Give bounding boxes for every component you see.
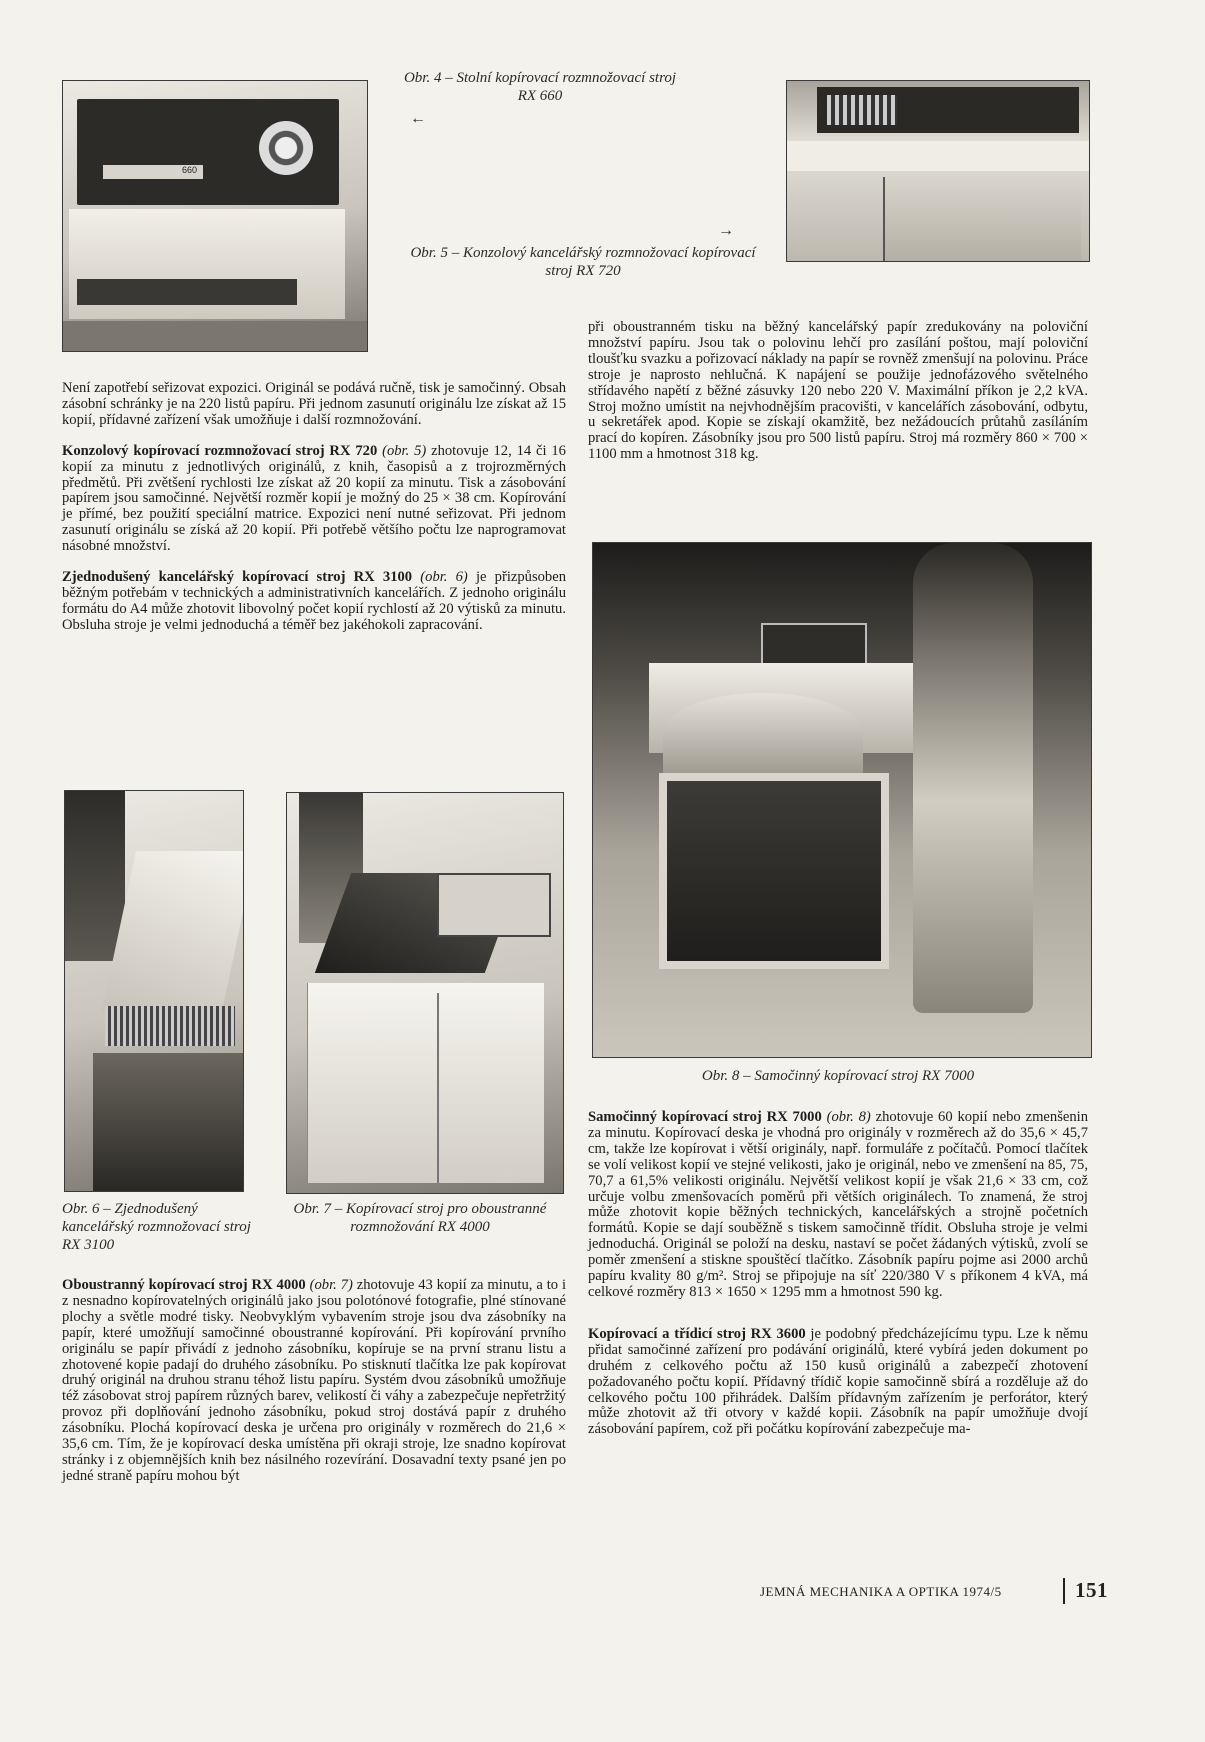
- photo-rx-3100: [64, 790, 244, 1192]
- machine-dial: [259, 121, 313, 175]
- fig5-arrow: →: [718, 222, 734, 239]
- left-column-lower: [62, 1278, 566, 1485]
- photo-rx-660: [62, 80, 368, 352]
- machine-control-panel: [437, 873, 551, 937]
- body-rx7000: zhotovuje 60 kopií nebo zmenšenin za minutu. Kopírovací deska je vhodná pro originály v rozměrech až do 35,6 × 45,7 cm, takže lze kopírovat i větší originály, např. formuláře z počítačů. Pomocí tlačítek se volí velikost kopií ve stejné velikosti, jako je originál, nebo ve zmenšení na 85, 75, 70,7 a 61,5% velikosti originálu. Největší velikost kopií je však 21,6 × 33 cm, což určuje volbu zmenšovacích poměrů při větších originálech. To znamená, že stroj může zhotovit kopie běžných technických, kancelářských a strojně početních formátů. Kopie se dají souběžně s tiskem samočinně třídit. Obsluha stroje je velmi jednoduchá. Originál se položí na desku, nastaví se počet žádaných výtisků, zvolí se poměr zmenšení a stiskne spouštěcí tlačítko. Zásobník papíru pojme asi 2000 archů papíru kvality 80 g/m². Stroj se připojuje na síť 220/380 V s příkonem 4 kVA, má celkové rozměry 813 × 1650 × 1295 mm a hmotnost 590 kg.: [588, 1109, 1088, 1300]
- machine-badge: 660: [103, 165, 203, 179]
- fig5-caption: Obr. 5 – Konzolový kancelářský rozmnožovací kopírovací stroj RX 720: [410, 245, 756, 279]
- photo-rx-720: [786, 80, 1090, 262]
- paragraph-rx3100: [62, 570, 566, 634]
- photo-rx-7000: [592, 542, 1092, 1058]
- body-rx720: zhotovuje 12, 14 či 16 kopií za minutu z jednotlivých originálů, z knih, časopisů a z trojrozměrných předmětů. Při zvětšení rychlosti lze získat až 20 kopií za minutu. Tisk a zásobování papírem jsou samočinné. Největší rozměr kopií je možný do 25 × 38 cm. Kopírování je přímé, bez použití speciální matrice. Expozici není nutné seřizovat. Při jednom zasunutí originálu se získá až 20 kopií. Při potřebě většího počtu lze naprogramovat násobné množství.: [62, 442, 566, 555]
- operator-figure: [65, 791, 125, 961]
- machine-slot: [77, 279, 297, 305]
- paragraph-rx660-cont: Není zapotřebí seřizovat expozici. Originál se podává ručně, tisk je samočinný. Obsah zásobní schránky je na 220 listů papíru. Při jednom zasunutí originálu lze získat až 15 kopií, přídavné zařízení však umožňuje i další rozmnožování.: [62, 380, 566, 428]
- paragraph-rx4000-cont: při oboustranném tisku na běžný kancelářský papír zredukovány na poloviční množství papíru. Jsou tak o polovinu lehčí pro zasílání poštou, mají poloviční tloušťku svazku a pořizovací náklady na papír se rovněž zmenšují na polovinu. Práce stroje je naprosto nehlučná. K napájení se použije jednofázového světelného střídavého napětí z běžné zásuvky 120 nebo 220 V. Maximální příkon je 2,2 kVA. Stroj možno umístit na nejvhodnějším pracovišti, v kancelářích zásobování, odbytu, u sekretářek apod. Kopie se získají okamžitě, bez nežádoucích průtahů zasíláním prací do kopíren. Zásobníky jsou pro 500 listů papíru. Stroj má rozměry 860 × 700 × 1100 mm a hmotnost 318 kg.: [588, 319, 1088, 463]
- right-column-lower: [588, 1110, 1088, 1438]
- ref-obr7: (obr. 7): [309, 1277, 353, 1293]
- fig4-caption: Obr. 4 – Stolní kopírovací rozmnožovací stroj RX 660: [403, 70, 677, 104]
- ref-obr8: (obr. 8): [826, 1109, 871, 1125]
- footer-divider: [1063, 1578, 1065, 1604]
- page-number: 151: [1075, 1578, 1108, 1602]
- body-rx3100: je přizpůsoben běžným potřebám v technických a administrativních kancelářích. Z jednoho originálu formátu do A4 může zhotovit libovolný počet kopií rychlostí až 20 výtisků za minutu. Obsluha stroje je velmi jednoduchá a téměř bez jakéhokoli zapracování.: [62, 569, 567, 633]
- paragraph-rx3600: [588, 1327, 1088, 1438]
- machine-cabinet: [307, 983, 544, 1183]
- machine-stand: [93, 1053, 243, 1191]
- machine-door-gap: [437, 993, 439, 1183]
- fig6-caption: Obr. 6 – Zjednodušený kancelářský rozmnožovací stroj RX 3100: [62, 1201, 251, 1253]
- machine-cabinet: [883, 177, 1081, 261]
- paragraph-rx7000: [588, 1110, 1088, 1301]
- machine-panel: [105, 1006, 235, 1046]
- journal-name: JEMNÁ MECHANIKA A OPTIKA 1974/5: [760, 1584, 1002, 1599]
- body-rx3600: je podobný předcházejícímu typu. Lze k němu přidat samočinné zařízení pro podávání originálů, které vybírá jeden dokument po druhém z celkového počtu až 150 kusů originálů a zabezpečí zhotovení požadovaného počtu kopií. Přídavný třídič kopie samočinně sbírá a rozděluje až do celkového počtu 100 přihrádek. Dalším přídavným zařízením je perforátor, který může zhotovit až tři otvory v každé kopii. Zásobník na papír umožňuje dvojí zásobování papírem, což při počátku kopírování zabezpečuje ma-: [588, 1325, 1088, 1438]
- ref-obr5: (obr. 5): [382, 442, 427, 459]
- machine-paper-trays: [827, 95, 897, 125]
- paragraph-rx720: [62, 444, 566, 555]
- heading-rx7000: Samočinný kopírovací stroj RX 7000: [588, 1109, 822, 1125]
- paragraph-rx4000: [62, 1278, 566, 1485]
- left-column-upper: [62, 381, 566, 634]
- operator-figure: [913, 543, 1033, 1013]
- fig4-arrow: ←: [410, 110, 426, 127]
- ref-obr6: (obr. 6): [420, 569, 468, 586]
- fig8-caption: Obr. 8 – Samočinný kopírovací stroj RX 7000: [701, 1068, 975, 1084]
- right-column-upper: [588, 320, 1088, 463]
- body-rx4000: zhotovuje 43 kopií za minutu, a to i z nesnadno kopírovatelných originálů jako jsou polotónové fotografie, plné stínované plochy a světle modré tisky. Neobvyklým vybavením stroje jsou dva zásobníky na papír, které umožňují samočinné oboustranné kopírování. Při kopírování prvního originálu se papír přivádí z jednoho zásobníku, kopíruje se na první stranu listu a zhotovené kopie padají do druhého zásobníku. Po stisknutí tlačítka lze pak kopírovat druhý originál na druhou stranu téhož listu papíru. Systém dvou zásobníků umožňuje též zásobovat stroj papírem různých barev, velikostí či váhy a zabezpečuje nepřetržitý provoz při doplňování jednoho zásobníku, pokud stroj dostává papír z druhého zásobníku. Plochá kopírovací deska je určena pro originály v rozměrech do 21,6 × 35,6 cm. Tím, že je kopírovací deska umístěna při okraji stroje, lze snadno kopírovat stránky i z objemnějších knih bez násilného rozevírání. Dosavadní texty psané jen po jedné straně papíru mohou být: [62, 1277, 567, 1484]
- heading-rx3600: Kopírovací a třídicí stroj RX 3600: [588, 1325, 806, 1342]
- photo-rx-4000: [286, 792, 564, 1194]
- heading-rx4000: Oboustranný kopírovací stroj RX 4000: [62, 1277, 306, 1293]
- heading-rx3100: Zjednodušený kancelářský kopírovací stroj RX 3100: [62, 569, 413, 586]
- machine-cover: [663, 693, 863, 773]
- machine-base: [63, 321, 367, 351]
- heading-rx720: Konzolový kopírovací rozmnožovací stroj RX 720: [62, 442, 378, 459]
- fig7-caption: Obr. 7 – Kopírovací stroj pro oboustranné rozmnožování RX 4000: [293, 1201, 547, 1235]
- machine-front-panel: [659, 773, 889, 969]
- machine-top-surface: [787, 141, 1089, 171]
